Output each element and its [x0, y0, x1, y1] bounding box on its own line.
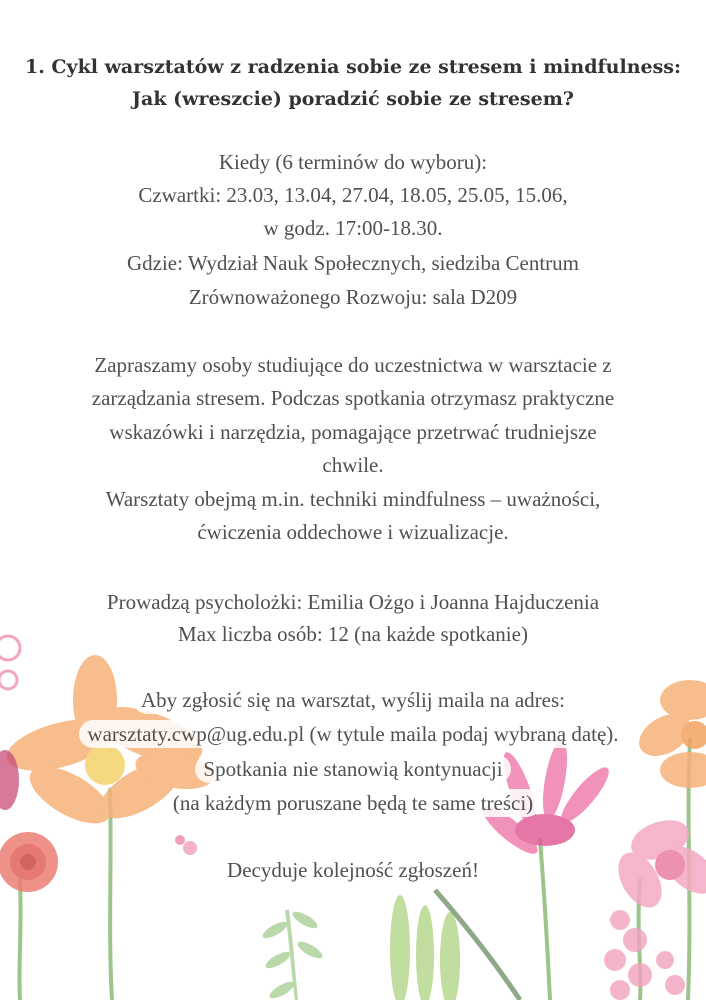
max-participants: Max liczba osób: 12 (na każde spotkanie) — [178, 622, 528, 646]
when-label: Kiedy (6 terminów do wyboru): — [218, 150, 488, 174]
hours: w godz. 17:00-18.30. — [263, 216, 443, 240]
description-line: chwile. — [322, 453, 384, 477]
signup-email[interactable]: warsztaty.cwp@ug.edu.pl (w tytule maila podaj wybraną datę). — [79, 720, 626, 748]
signup-instruction: Aby zgłosić się na warsztat, wyślij maila na adres: — [133, 686, 573, 714]
description-line: ćwiczenia oddechowe i wizualizacje. — [197, 520, 509, 544]
facilitators: Prowadzą psycholożki: Emilia Ożgo i Joanna Hajduczenia — [106, 590, 600, 614]
description-line: wskazówki i narzędzia, pomagające przetrwać trudniejsze — [109, 420, 597, 444]
description-line: Zapraszamy osoby studiujące do uczestnictwa w warsztacie z — [94, 353, 612, 377]
location-line-2: Zrównoważonego Rozwoju: sala D209 — [188, 285, 518, 309]
location-line-1: Gdzie: Wydział Nauk Społecznych, siedziba Centrum — [126, 251, 580, 275]
title-line-1: 1. Cykl warsztatów z radzenia sobie ze stresem i mindfulness: — [24, 56, 682, 78]
description-line: zarządzania stresem. Podczas spotkania otrzymasz praktyczne — [91, 386, 615, 410]
description-line: Warsztaty obejmą m.in. techniki mindfulness – uważności, — [105, 487, 601, 511]
closing-note: Decyduje kolejność zgłoszeń! — [219, 856, 487, 884]
signup-note: Spotkania nie stanowią kontynuacji — [195, 755, 510, 783]
dates: Czwartki: 23.03, 13.04, 27.04, 18.05, 25.05, 15.06, — [138, 183, 568, 207]
title-line-2: Jak (wreszcie) poradzić sobie ze stresem? — [132, 88, 574, 110]
signup-note-2: (na każdym poruszane będą te same treści) — [165, 789, 541, 817]
